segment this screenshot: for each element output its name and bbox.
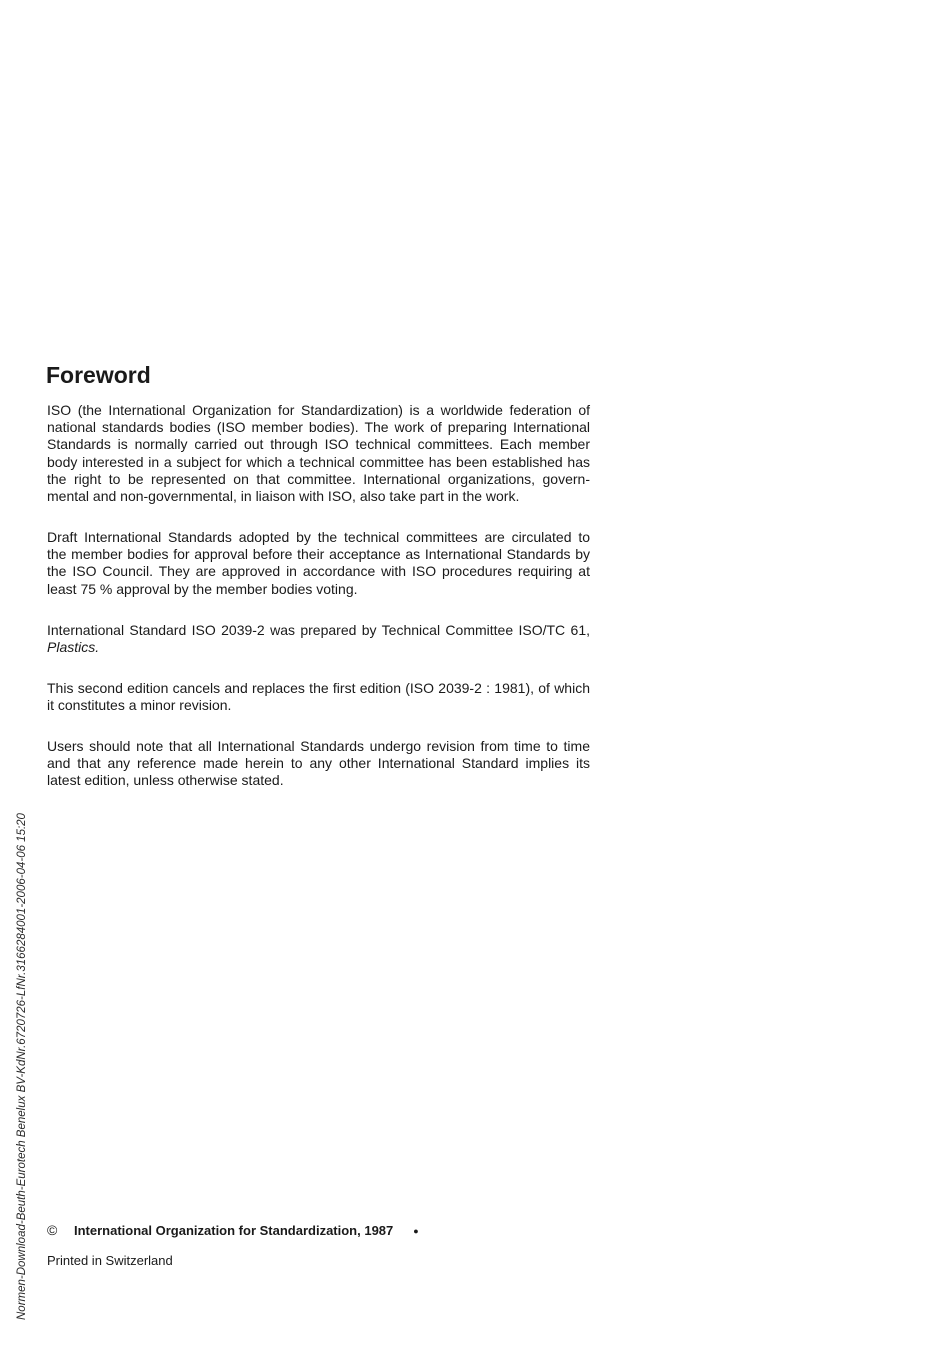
paragraph-line: This second edition cancels and replaces the first edition (ISO 2039-2 : 1981), of which <box>47 679 590 696</box>
paragraph-line: Users should note that all International Standards undergo revision from time to time <box>47 738 590 755</box>
copyright-notice <box>47 1221 419 1239</box>
paragraph-line: the ISO Council. They are approved in accordance with ISO procedures requiring at <box>47 563 590 580</box>
paragraph-line: least 75 % approval by the member bodies voting. <box>47 580 358 597</box>
paragraph-5 <box>47 738 590 790</box>
paragraph-4 <box>47 680 590 714</box>
paragraph-line: latest edition, unless otherwise stated. <box>47 772 284 789</box>
paragraph-3 <box>47 622 590 656</box>
committee-title: Plastics. <box>47 638 100 655</box>
download-watermark: Normen-Download-Beuth-Eurotech Benelux BV-KdNr.6720726-LfNr.3166284001-2006-04-06 15:20 <box>16 813 28 1320</box>
paragraph-1 <box>47 402 590 505</box>
paragraph-line: the right to be represented on that committee. International organizations, govern- <box>47 470 590 487</box>
paragraph-line: it constitutes a minor revision. <box>47 697 232 714</box>
foreword-heading: Foreword <box>46 362 151 388</box>
paragraph-line: body interested in a subject for which a technical committee has been established has <box>47 453 590 470</box>
printed-in-note: Printed in Switzerland <box>47 1253 173 1268</box>
paragraph-line: mental and non-governmental, in liaison with ISO, also take part in the work. <box>47 488 520 505</box>
copyright-symbol: © <box>47 1222 58 1238</box>
paragraph-line: Standards is normally carried out through ISO technical committees. Each member <box>47 436 590 453</box>
foreword-body <box>47 402 590 813</box>
paragraph-line: Draft International Standards adopted by the technical committees are circulated to <box>47 529 590 546</box>
bullet-mark: ● <box>413 1226 419 1236</box>
paragraph-line: ISO (the International Organization for Standardization) is a worldwide federation of <box>47 402 590 418</box>
paragraph-line: the member bodies for approval before their acceptance as International Standards by <box>47 546 590 563</box>
paragraph-line: national standards bodies (ISO member bodies). The work of preparing International <box>47 419 590 436</box>
paragraph-line: International Standard ISO 2039-2 was prepared by Technical Committee ISO/TC 61, <box>47 621 590 638</box>
paragraph-line: and that any reference made herein to any other International Standard implies its <box>47 755 590 772</box>
paragraph-2 <box>47 529 590 598</box>
copyright-holder: International Organization for Standardization, 1987 <box>74 1223 394 1238</box>
